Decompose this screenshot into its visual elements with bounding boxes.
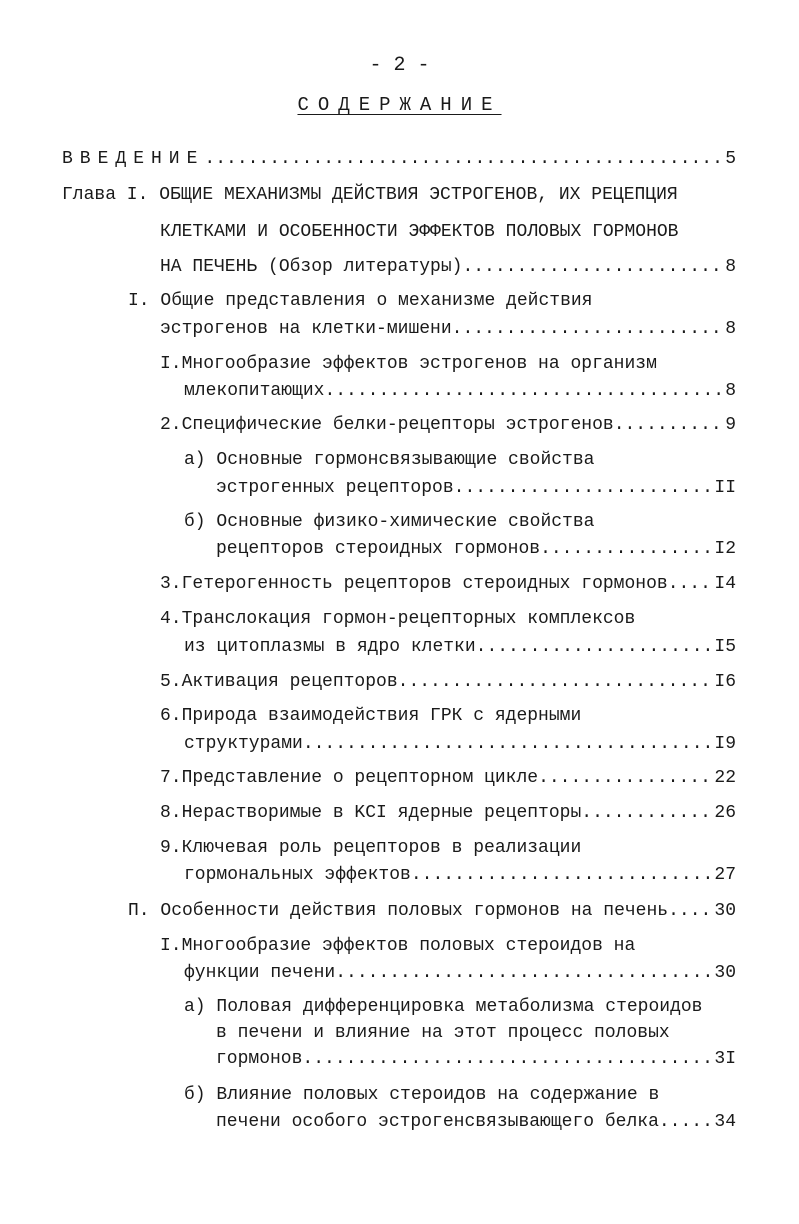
toc-item-2-1a-line-3 [216,1050,736,1068]
toc-page-number: 5 [725,149,736,169]
toc-item-1-4-line-2 [184,638,736,656]
toc-entry-text: функции печени [184,963,336,983]
toc-item-2-1b-line-1: б) Влияние половых стероидов на содержание в [184,1085,660,1105]
toc-section-1-line-1: I. Общие представления о механизме действия [128,291,593,311]
toc-entry-text: млекопитающих [184,381,325,401]
toc-item-1-9-line-2 [184,866,736,884]
leader-dots [302,1050,714,1068]
toc-item-1-6-line-2 [184,735,736,753]
toc-entry-text: эстрогенных рецепторов [216,478,454,498]
leader-dots [452,320,726,338]
toc-item-1-5 [160,673,736,691]
leader-dots [540,540,714,558]
toc-entry-text: из цитоплазмы в ядро клетки [184,637,476,657]
toc-page-number: II [714,478,736,498]
toc-item-1-6-line-1: 6.Природа взаимодействия ГРК с ядерными [160,706,582,726]
toc-item-1-3 [160,575,736,593]
toc-page-number: 8 [725,381,736,401]
toc-item-1-9-line-1: 9.Ключевая роль рецепторов в реализации [160,838,582,858]
toc-item-1-8 [160,804,736,822]
toc-item-2-1a-line-1: а) Половая дифференцировка метаболизма стероидов [184,997,703,1017]
toc-page-number: 26 [714,803,736,823]
leader-dots [204,150,725,168]
toc-page-number: 8 [725,319,736,339]
toc-entry-text: гормональных эффектов [184,865,411,885]
toc-page-number: I9 [714,734,736,754]
toc-item-1-7 [160,769,736,787]
toc-page-number: 30 [714,901,736,921]
leader-dots [581,804,714,822]
toc-chapter-1-line-3 [160,258,736,276]
leader-dots [398,673,715,691]
leader-dots [668,902,714,920]
toc-item-1-1-line-1: I.Многообразие эффектов эстрогенов на организм [160,354,657,374]
toc-entry-text: 2.Специфические белки-рецепторы эстрогенов [160,415,614,435]
toc-entry-text: эстрогенов на клетки-мишени [160,319,452,339]
toc-item-1-2a-line-2 [216,479,736,497]
toc-item-2-1b-line-2 [216,1113,736,1131]
toc-entry-text: структурами [184,734,303,754]
toc-item-1-2 [160,416,736,434]
toc-page-number: 22 [714,768,736,788]
toc-page-number: I4 [714,574,736,594]
leader-dots [476,638,715,656]
toc-entry-text: П. Особенности действия половых гормонов на печень [128,901,669,921]
toc-page-number: 9 [725,415,736,435]
toc-page-number: 3I [714,1049,736,1069]
toc-entry-text: ВВЕДЕНИЕ [62,149,205,169]
page-title [0,96,799,115]
leader-dots [668,575,715,593]
leader-dots [462,258,725,276]
toc-entry-text: 3.Гетерогенность рецепторов стероидных гормонов [160,574,668,594]
toc-page-number: 8 [725,257,736,277]
toc-section-2 [128,902,736,920]
leader-dots [659,1113,715,1131]
toc-section-1-line-2 [160,320,736,338]
toc-entry-text: рецепторов стероидных гормонов [216,539,541,559]
leader-dots [538,769,714,787]
toc-page-number: I5 [714,637,736,657]
toc-page-number: 27 [714,865,736,885]
page-number: - 2 - [369,54,430,77]
leader-dots [324,382,725,400]
toc-entry-introduction [62,150,736,168]
toc-item-1-4-line-1: 4.Транслокация гормон-рецепторных комплексов [160,609,636,629]
toc-page-number: I6 [714,672,736,692]
leader-dots [614,416,726,434]
toc-item-1-1-line-2 [184,382,736,400]
toc-item-1-2b-line-1: б) Основные физико-химические свойства [184,512,595,532]
toc-entry-text: 5.Активация рецепторов [160,672,398,692]
title-text: СОДЕРЖАНИЕ [297,94,502,116]
leader-dots [303,735,715,753]
toc-page-number: 30 [714,963,736,983]
toc-entry-text: печени особого эстрогенсвязывающего белка [216,1112,659,1132]
toc-chapter-1-line-1: Глава I. ОБЩИЕ МЕХАНИЗМЫ ДЕЙСТВИЯ ЭСТРОГЕНОВ, ИХ РЕЦЕПЦИЯ [62,185,678,205]
leader-dots [411,866,715,884]
toc-item-1-2a-line-1: а) Основные гормонсвязывающие свойства [184,450,595,470]
toc-entry-text: НА ПЕЧЕНЬ (Обзор литературы) [160,257,463,277]
toc-entry-text: 7.Представление о рецепторном цикле [160,768,539,788]
toc-item-2-1-line-2 [184,964,736,982]
toc-entry-text: гормонов [216,1049,303,1069]
leader-dots [335,964,714,982]
toc-page-number: 34 [714,1112,736,1132]
toc-item-2-1a-line-2: в печени и влияние на этот процесс половых [216,1023,670,1043]
toc-item-2-1-line-1: I.Многообразие эффектов половых стероидов на [160,936,636,956]
toc-page-number: I2 [714,539,736,559]
toc-chapter-1-line-2: КЛЕТКАМИ И ОСОБЕННОСТИ ЭФФЕКТОВ ПОЛОВЫХ ГОРМОНОВ [160,222,679,242]
toc-item-1-2b-line-2 [216,540,736,558]
toc-entry-text: 8.Нерастворимые в KCI ядерные рецепторы [160,803,582,823]
leader-dots [454,479,715,497]
